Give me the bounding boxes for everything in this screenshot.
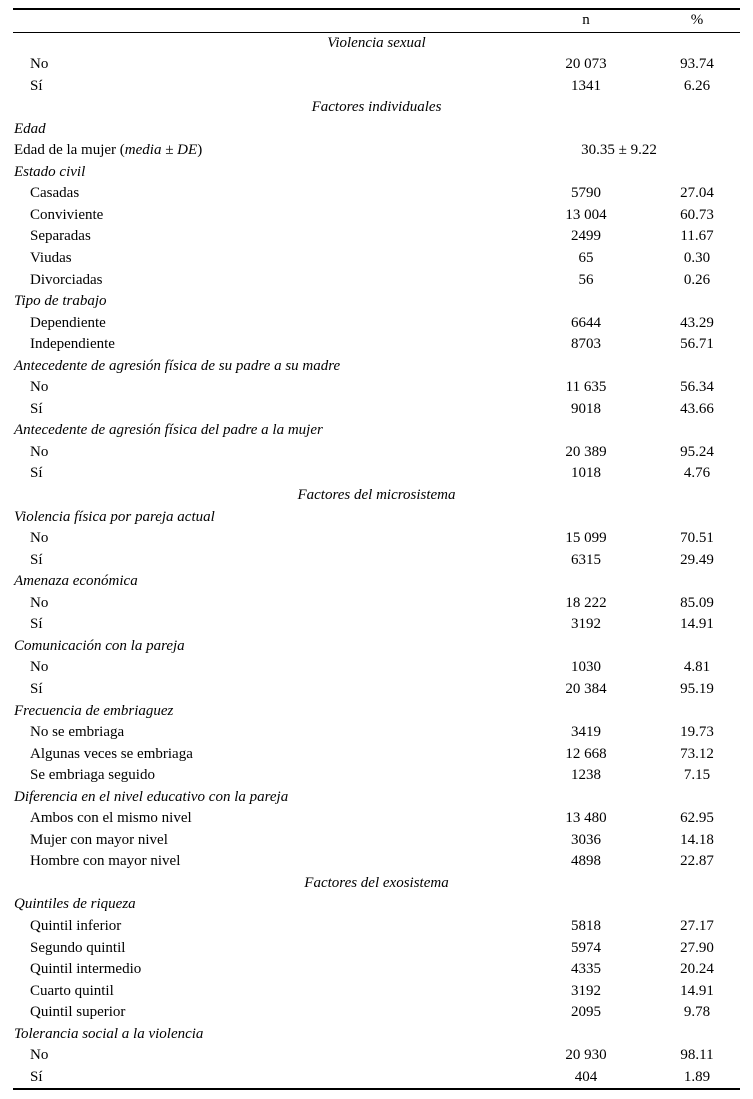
summary-label-em: media ± DE <box>124 142 198 159</box>
data-row <box>13 313 740 335</box>
data-row <box>13 334 740 356</box>
pct-value: 14.18 <box>680 831 714 848</box>
variable-row <box>13 894 740 916</box>
pct-value: 0.26 <box>683 271 711 288</box>
pct-value: 0.30 <box>683 250 711 267</box>
data-row <box>13 614 740 636</box>
section-heading: Factores del exosistema <box>304 874 449 891</box>
variable-row <box>13 787 740 809</box>
row-label: Divorciadas <box>30 271 103 288</box>
n-value: 20 073 <box>565 56 607 73</box>
row-label: No <box>30 443 49 460</box>
row-label: Ambos con el mismo nivel <box>30 810 192 827</box>
data-row <box>13 377 740 399</box>
n-value: 8703 <box>571 336 601 353</box>
data-row <box>13 226 740 248</box>
variable-heading: Estado civil <box>14 163 86 180</box>
data-row <box>13 981 740 1003</box>
pct-value: 14.91 <box>680 982 714 999</box>
row-label: Segundo quintil <box>30 939 126 956</box>
pct-value: 20.24 <box>680 961 714 978</box>
n-value: 2095 <box>571 1004 601 1021</box>
data-row <box>13 54 740 76</box>
row-label: No <box>30 594 49 611</box>
pct-value: 27.90 <box>680 939 714 956</box>
variable-row <box>13 701 740 723</box>
pct-value: 1.89 <box>683 1068 711 1085</box>
summary-label-suffix: ) <box>197 142 203 159</box>
data-row <box>13 851 740 873</box>
section-row <box>13 33 740 55</box>
row-label: Separadas <box>30 228 91 245</box>
n-value: 3192 <box>571 616 601 633</box>
variable-row <box>13 571 740 593</box>
pct-value: 70.51 <box>680 530 714 547</box>
row-label: No <box>30 1047 49 1064</box>
data-row <box>13 765 740 787</box>
data-row <box>13 830 740 852</box>
row-label: Sí <box>30 1068 43 1085</box>
n-value: 1030 <box>571 659 601 676</box>
data-row <box>13 959 740 981</box>
statistics-table <box>13 8 740 1090</box>
column-header-pct: % <box>690 12 704 28</box>
data-row <box>13 1067 740 1089</box>
pct-value: 62.95 <box>680 810 714 827</box>
table-body <box>13 33 740 1089</box>
n-value: 13 004 <box>565 206 607 223</box>
summary-label-prefix: Edad de la mujer ( <box>14 142 125 159</box>
row-label: Sí <box>30 465 43 482</box>
data-row <box>13 550 740 572</box>
row-label: No <box>30 659 49 676</box>
n-value: 404 <box>574 1068 598 1085</box>
n-value: 3419 <box>571 724 601 741</box>
variable-heading: Tolerancia social a la violencia <box>14 1025 204 1042</box>
data-row <box>13 916 740 938</box>
row-label: No se embriaga <box>30 724 125 741</box>
variable-heading: Antecedente de agresión física del padre a la mujer <box>14 422 323 439</box>
n-value: 4335 <box>571 961 601 978</box>
row-label: Quintil inferior <box>30 917 122 934</box>
variable-row <box>13 356 740 378</box>
row-label: Viudas <box>30 250 72 267</box>
n-value: 5818 <box>571 917 601 934</box>
data-row <box>13 248 740 270</box>
section-row <box>13 873 740 895</box>
header-empty-cell <box>13 10 532 32</box>
data-row <box>13 270 740 292</box>
n-value: 6644 <box>571 314 601 331</box>
variable-row <box>13 291 740 313</box>
variable-heading: Tipo de trabajo <box>14 293 107 310</box>
data-row <box>13 442 740 464</box>
n-value: 2499 <box>571 228 601 245</box>
row-label: Dependiente <box>30 314 106 331</box>
summary-row <box>13 140 740 162</box>
pct-value: 95.19 <box>680 680 714 697</box>
data-row <box>13 593 740 615</box>
pct-value: 95.24 <box>680 443 714 460</box>
n-value: 18 222 <box>565 594 607 611</box>
n-value: 4898 <box>571 853 601 870</box>
n-value: 1018 <box>571 465 601 482</box>
data-row <box>13 463 740 485</box>
n-value: 12 668 <box>565 745 607 762</box>
row-label: Sí <box>30 680 43 697</box>
n-value: 5974 <box>571 939 601 956</box>
pct-value: 93.74 <box>680 56 714 73</box>
row-label: Mujer con mayor nivel <box>30 831 168 848</box>
section-heading: Violencia sexual <box>327 34 426 51</box>
n-value: 1341 <box>571 77 601 94</box>
variable-heading: Antecedente de agresión física de su padre a su madre <box>14 357 341 374</box>
n-value: 20 389 <box>565 443 607 460</box>
row-label: Sí <box>30 400 43 417</box>
section-heading: Factores individuales <box>311 99 442 116</box>
n-value: 20 384 <box>565 680 607 697</box>
variable-heading: Quintiles de riqueza <box>14 896 136 913</box>
pct-value: 11.67 <box>680 228 714 245</box>
row-label: Quintil intermedio <box>30 961 142 978</box>
row-label: No <box>30 379 49 396</box>
column-header-n: n <box>582 12 590 28</box>
n-value: 5790 <box>571 185 601 202</box>
n-value: 20 930 <box>565 1047 607 1064</box>
pct-value: 56.71 <box>680 336 714 353</box>
row-label: Se embriaga seguido <box>30 767 155 784</box>
pct-value: 7.15 <box>683 767 711 784</box>
data-row <box>13 76 740 98</box>
data-row <box>13 657 740 679</box>
variable-row <box>13 1024 740 1046</box>
n-value: 3036 <box>571 831 601 848</box>
pct-value: 4.76 <box>683 465 711 482</box>
data-row <box>13 1002 740 1024</box>
n-value: 56 <box>578 271 594 288</box>
variable-heading: Diferencia en el nivel educativo con la pareja <box>14 788 289 805</box>
data-row <box>13 528 740 550</box>
section-row <box>13 485 740 507</box>
pct-value: 73.12 <box>680 745 714 762</box>
variable-heading: Comunicación con la pareja <box>14 637 185 654</box>
variable-row <box>13 420 740 442</box>
pct-value: 9.78 <box>683 1004 711 1021</box>
table-header-row <box>13 10 740 33</box>
data-row <box>13 679 740 701</box>
n-value: 9018 <box>571 400 601 417</box>
variable-heading: Frecuencia de embriaguez <box>14 702 174 719</box>
summary-value: 30.35 ± 9.22 <box>581 142 657 159</box>
pct-value: 19.73 <box>680 724 714 741</box>
variable-row <box>13 162 740 184</box>
pct-value: 4.81 <box>683 659 711 676</box>
n-value: 3192 <box>571 982 601 999</box>
data-row <box>13 938 740 960</box>
pct-value: 43.66 <box>680 400 714 417</box>
pct-value: 85.09 <box>680 594 714 611</box>
data-row <box>13 744 740 766</box>
variable-row <box>13 636 740 658</box>
row-label: Casadas <box>30 185 80 202</box>
pct-value: 98.11 <box>680 1047 714 1064</box>
pct-value: 27.04 <box>680 185 714 202</box>
pct-value: 6.26 <box>683 77 711 94</box>
data-row <box>13 205 740 227</box>
pct-value: 60.73 <box>680 206 714 223</box>
variable-heading: Amenaza económica <box>14 573 138 590</box>
data-row <box>13 399 740 421</box>
n-value: 65 <box>578 250 594 267</box>
variable-row <box>13 507 740 529</box>
section-row <box>13 97 740 119</box>
variable-heading: Violencia física por pareja actual <box>14 508 215 525</box>
data-row <box>13 808 740 830</box>
variable-row <box>13 119 740 141</box>
n-value: 15 099 <box>565 530 607 547</box>
pct-value: 43.29 <box>680 314 714 331</box>
row-label: No <box>30 56 49 73</box>
row-label: Hombre con mayor nivel <box>30 853 181 870</box>
n-value: 11 635 <box>565 379 607 396</box>
row-label: Algunas veces se embriaga <box>30 745 193 762</box>
row-label: Quintil superior <box>30 1004 126 1021</box>
pct-value: 27.17 <box>680 917 714 934</box>
data-row <box>13 722 740 744</box>
row-label: No <box>30 530 49 547</box>
row-label: Cuarto quintil <box>30 982 114 999</box>
row-label: Sí <box>30 551 43 568</box>
data-row <box>13 183 740 205</box>
row-label: Sí <box>30 77 43 94</box>
data-row <box>13 1045 740 1067</box>
pct-value: 22.87 <box>680 853 714 870</box>
row-label: Sí <box>30 616 43 633</box>
summary-row-label <box>13 140 532 162</box>
variable-heading: Edad <box>14 120 46 137</box>
pct-value: 14.91 <box>680 616 714 633</box>
pct-value: 56.34 <box>680 379 714 396</box>
row-label: Independiente <box>30 336 115 353</box>
row-label: Conviviente <box>30 206 104 223</box>
section-heading: Factores del microsistema <box>297 487 456 504</box>
pct-value: 29.49 <box>680 551 714 568</box>
n-value: 1238 <box>571 767 601 784</box>
n-value: 6315 <box>571 551 601 568</box>
n-value: 13 480 <box>565 810 607 827</box>
